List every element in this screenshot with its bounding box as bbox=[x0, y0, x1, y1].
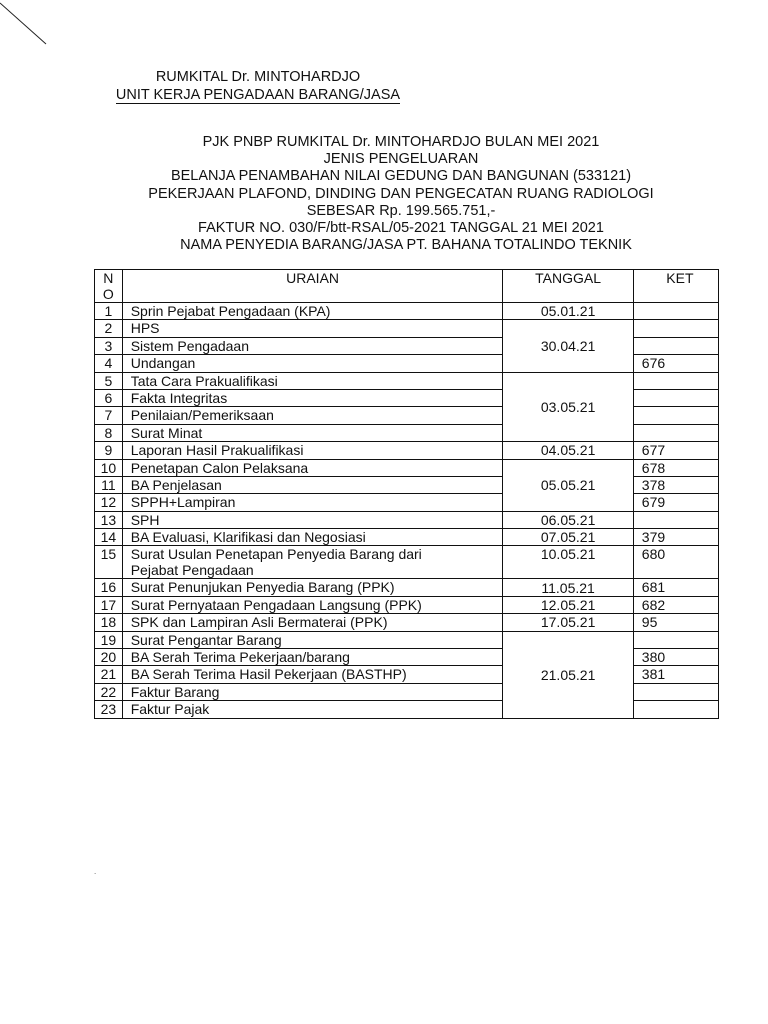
row-number: 16 bbox=[95, 579, 123, 596]
organization-block bbox=[100, 68, 416, 104]
row-number: 3 bbox=[95, 337, 123, 354]
row-uraian: Undangan bbox=[122, 355, 503, 372]
row-uraian: SPK dan Lampiran Asli Bermaterai (PPK) bbox=[122, 614, 503, 631]
row-tanggal: 07.05.21 bbox=[503, 529, 633, 546]
row-ket bbox=[633, 631, 718, 648]
row-ket: 682 bbox=[633, 596, 718, 613]
heading-line-5: SEBESAR Rp. 199.565.751,- bbox=[306, 202, 496, 219]
row-ket bbox=[633, 511, 718, 528]
row-number: 15 bbox=[95, 546, 123, 579]
row-number: 13 bbox=[95, 511, 123, 528]
organization-name: RUMKITAL Dr. MINTOHARDJO bbox=[155, 69, 361, 85]
row-ket: 95 bbox=[633, 614, 718, 631]
row-number: 9 bbox=[95, 442, 123, 459]
row-tanggal: 12.05.21 bbox=[503, 596, 633, 613]
row-ket bbox=[633, 389, 718, 406]
row-number: 20 bbox=[95, 649, 123, 666]
table-row bbox=[95, 303, 719, 320]
row-ket bbox=[633, 337, 718, 354]
heading-line-6: FAKTUR NO. 030/F/btt-RSAL/05-2021 TANGGAL 21 MEI 2021 bbox=[198, 220, 604, 237]
row-ket: 679 bbox=[633, 494, 718, 511]
row-uraian: Sistem Pengadaan bbox=[122, 337, 503, 354]
row-number: 4 bbox=[95, 355, 123, 372]
row-uraian: Surat Minat bbox=[122, 424, 503, 441]
row-number: 7 bbox=[95, 407, 123, 424]
row-uraian: Tata Cara Prakualifikasi bbox=[122, 372, 503, 389]
row-number: 21 bbox=[95, 666, 123, 683]
heading-line-1: PJK PNBP RUMKITAL Dr. MINTOHARDJO BULAN MEI 2021 bbox=[202, 134, 600, 150]
row-number: 2 bbox=[95, 320, 123, 337]
row-tanggal: 05.05.21 bbox=[503, 459, 633, 511]
row-number: 11 bbox=[95, 476, 123, 493]
row-uraian: Laporan Hasil Prakualifikasi bbox=[122, 442, 503, 459]
heading-line-2: JENIS PENGELUARAN bbox=[323, 151, 479, 168]
row-uraian: Sprin Pejabat Pengadaan (KPA) bbox=[122, 303, 503, 320]
row-tanggal: 04.05.21 bbox=[503, 442, 633, 459]
row-uraian: HPS bbox=[122, 320, 503, 337]
table-row bbox=[95, 511, 719, 528]
row-ket: 680 bbox=[633, 546, 718, 579]
row-uraian: Fakta Integritas bbox=[122, 389, 503, 406]
row-uraian: BA Penjelasan bbox=[122, 476, 503, 493]
table-row bbox=[95, 442, 719, 459]
row-ket: 379 bbox=[633, 529, 718, 546]
row-number: 22 bbox=[95, 683, 123, 700]
row-tanggal: 06.05.21 bbox=[503, 511, 633, 528]
row-number: 5 bbox=[95, 372, 123, 389]
row-ket: 677 bbox=[633, 442, 718, 459]
row-uraian: BA Serah Terima Pekerjaan/barang bbox=[122, 649, 503, 666]
row-number: 1 bbox=[95, 303, 123, 320]
row-uraian: Surat Pengantar Barang bbox=[122, 631, 503, 648]
table-row bbox=[95, 459, 719, 476]
row-uraian: Surat Pernyataan Pengadaan Langsung (PPK) bbox=[122, 596, 503, 613]
row-ket bbox=[633, 320, 718, 337]
row-ket: 380 bbox=[633, 649, 718, 666]
row-uraian: SPPH+Lampiran bbox=[122, 494, 503, 511]
row-number: 12 bbox=[95, 494, 123, 511]
heading-line-7: NAMA PENYEDIA BARANG/JASA PT. BAHANA TOTALINDO TEKNIK bbox=[180, 237, 632, 254]
row-ket: 378 bbox=[633, 476, 718, 493]
row-number: 19 bbox=[95, 631, 123, 648]
row-number: 6 bbox=[95, 389, 123, 406]
organization-unit: UNIT KERJA PENGADAAN BARANG/JASA bbox=[115, 87, 401, 103]
row-ket: 676 bbox=[633, 355, 718, 372]
table-row bbox=[95, 631, 719, 648]
row-uraian: SPH bbox=[122, 511, 503, 528]
row-ket: 681 bbox=[633, 579, 718, 596]
table-row bbox=[95, 614, 719, 631]
row-uraian: Penetapan Calon Pelaksana bbox=[122, 459, 503, 476]
table-row bbox=[95, 529, 719, 546]
header-uraian: URAIAN bbox=[122, 270, 503, 303]
stray-mark: . bbox=[94, 867, 97, 876]
heading-line-3: BELANJA PENAMBAHAN NILAI GEDUNG DAN BANGUNAN (533121) bbox=[170, 168, 632, 185]
row-ket bbox=[633, 372, 718, 389]
row-uraian: Penilaian/Pemeriksaan bbox=[122, 407, 503, 424]
row-tanggal: 21.05.21 bbox=[503, 631, 633, 718]
row-tanggal: 11.05.21 bbox=[503, 579, 633, 596]
header-ket: KET bbox=[633, 270, 718, 303]
row-tanggal: 10.05.21 bbox=[503, 546, 633, 579]
row-uraian: BA Evaluasi, Klarifikasi dan Negosiasi bbox=[122, 529, 503, 546]
corner-scan-line bbox=[0, 0, 60, 60]
table-row bbox=[95, 320, 719, 337]
row-tanggal: 17.05.21 bbox=[503, 614, 633, 631]
table-row bbox=[95, 596, 719, 613]
row-number: 10 bbox=[95, 459, 123, 476]
row-uraian: BA Serah Terima Hasil Pekerjaan (BASTHP) bbox=[122, 666, 503, 683]
row-number: 18 bbox=[95, 614, 123, 631]
row-tanggal: 05.01.21 bbox=[503, 303, 633, 320]
row-uraian: Surat Usulan Penetapan Penyedia Barang dari Pejabat Pengadaan bbox=[122, 546, 503, 579]
row-tanggal: 03.05.21 bbox=[503, 372, 633, 442]
row-uraian: Faktur Barang bbox=[122, 683, 503, 700]
row-ket: 381 bbox=[633, 666, 718, 683]
row-tanggal: 30.04.21 bbox=[503, 320, 633, 372]
table-row bbox=[95, 579, 719, 596]
row-ket bbox=[633, 683, 718, 700]
document-heading bbox=[110, 134, 692, 254]
row-ket bbox=[633, 701, 718, 718]
row-number: 17 bbox=[95, 596, 123, 613]
row-number: 14 bbox=[95, 529, 123, 546]
header-tanggal: TANGGAL bbox=[503, 270, 633, 303]
table-body bbox=[95, 303, 719, 719]
document-checklist-table bbox=[94, 269, 719, 719]
table-row bbox=[95, 372, 719, 389]
row-ket: 678 bbox=[633, 459, 718, 476]
header-no: N O bbox=[95, 270, 123, 303]
table-row bbox=[95, 546, 719, 579]
table-header-row bbox=[95, 270, 719, 303]
row-number: 8 bbox=[95, 424, 123, 441]
row-uraian: Surat Penunjukan Penyedia Barang (PPK) bbox=[122, 579, 503, 596]
row-ket bbox=[633, 407, 718, 424]
row-ket bbox=[633, 303, 718, 320]
row-ket bbox=[633, 424, 718, 441]
row-number: 23 bbox=[95, 701, 123, 718]
heading-line-4: PEKERJAAN PLAFOND, DINDING DAN PENGECATAN RUANG RADIOLOGI bbox=[148, 185, 654, 202]
row-uraian: Faktur Pajak bbox=[122, 701, 503, 718]
